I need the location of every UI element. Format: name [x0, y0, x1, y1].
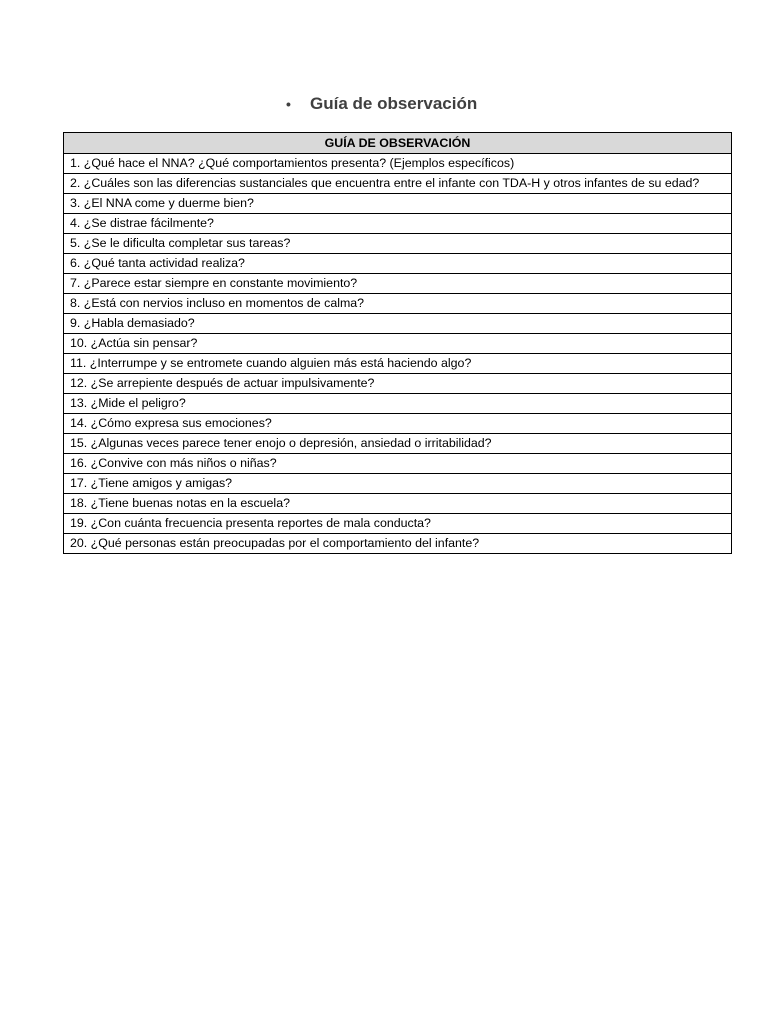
- page-title: Guía de observación: [310, 94, 478, 113]
- table-header: GUÍA DE OBSERVACIÓN: [64, 133, 732, 154]
- table-cell: 18. ¿Tiene buenas notas en la escuela?: [64, 494, 732, 514]
- table-row: [64, 354, 732, 374]
- table-cell: 9. ¿Habla demasiado?: [64, 314, 732, 334]
- table-row: [64, 154, 732, 174]
- table-row: [64, 374, 732, 394]
- table-cell: 8. ¿Está con nervios incluso en momentos de calma?: [64, 294, 732, 314]
- table-header-row: [64, 133, 732, 154]
- table-cell: 2. ¿Cuáles son las diferencias sustanciales que encuentra entre el infante con TDA-H y otros infantes de su edad?: [64, 174, 732, 194]
- table-cell: 15. ¿Algunas veces parece tener enojo o depresión, ansiedad o irritabilidad?: [64, 434, 732, 454]
- page-heading: [286, 94, 477, 114]
- table-row: [64, 494, 732, 514]
- table-cell: 3. ¿El NNA come y duerme bien?: [64, 194, 732, 214]
- table-row: [64, 434, 732, 454]
- table-row: [64, 294, 732, 314]
- table-row: [64, 174, 732, 194]
- table-row: [64, 314, 732, 334]
- table-cell: 7. ¿Parece estar siempre en constante movimiento?: [64, 274, 732, 294]
- table-row: [64, 394, 732, 414]
- table-cell: 20. ¿Qué personas están preocupadas por el comportamiento del infante?: [64, 534, 732, 554]
- table-cell: 12. ¿Se arrepiente después de actuar impulsivamente?: [64, 374, 732, 394]
- table-cell: 19. ¿Con cuánta frecuencia presenta reportes de mala conducta?: [64, 514, 732, 534]
- bullet-icon: •: [286, 96, 291, 112]
- table-row: [64, 534, 732, 554]
- table-cell: 6. ¿Qué tanta actividad realiza?: [64, 254, 732, 274]
- table-row: [64, 254, 732, 274]
- table-cell: 17. ¿Tiene amigos y amigas?: [64, 474, 732, 494]
- table-row: [64, 474, 732, 494]
- table-cell: 16. ¿Convive con más niños o niñas?: [64, 454, 732, 474]
- table-row: [64, 514, 732, 534]
- table-cell: 13. ¿Mide el peligro?: [64, 394, 732, 414]
- table-row: [64, 334, 732, 354]
- table-row: [64, 234, 732, 254]
- table-cell: 14. ¿Cómo expresa sus emociones?: [64, 414, 732, 434]
- table-row: [64, 194, 732, 214]
- table-row: [64, 274, 732, 294]
- table-row: [64, 454, 732, 474]
- table-cell: 1. ¿Qué hace el NNA? ¿Qué comportamientos presenta? (Ejemplos específicos): [64, 154, 732, 174]
- table-cell: 11. ¿Interrumpe y se entromete cuando alguien más está haciendo algo?: [64, 354, 732, 374]
- table-cell: 4. ¿Se distrae fácilmente?: [64, 214, 732, 234]
- table-row: [64, 214, 732, 234]
- observation-table: [63, 132, 732, 554]
- table-cell: 10. ¿Actúa sin pensar?: [64, 334, 732, 354]
- table-cell: 5. ¿Se le dificulta completar sus tareas?: [64, 234, 732, 254]
- table-row: [64, 414, 732, 434]
